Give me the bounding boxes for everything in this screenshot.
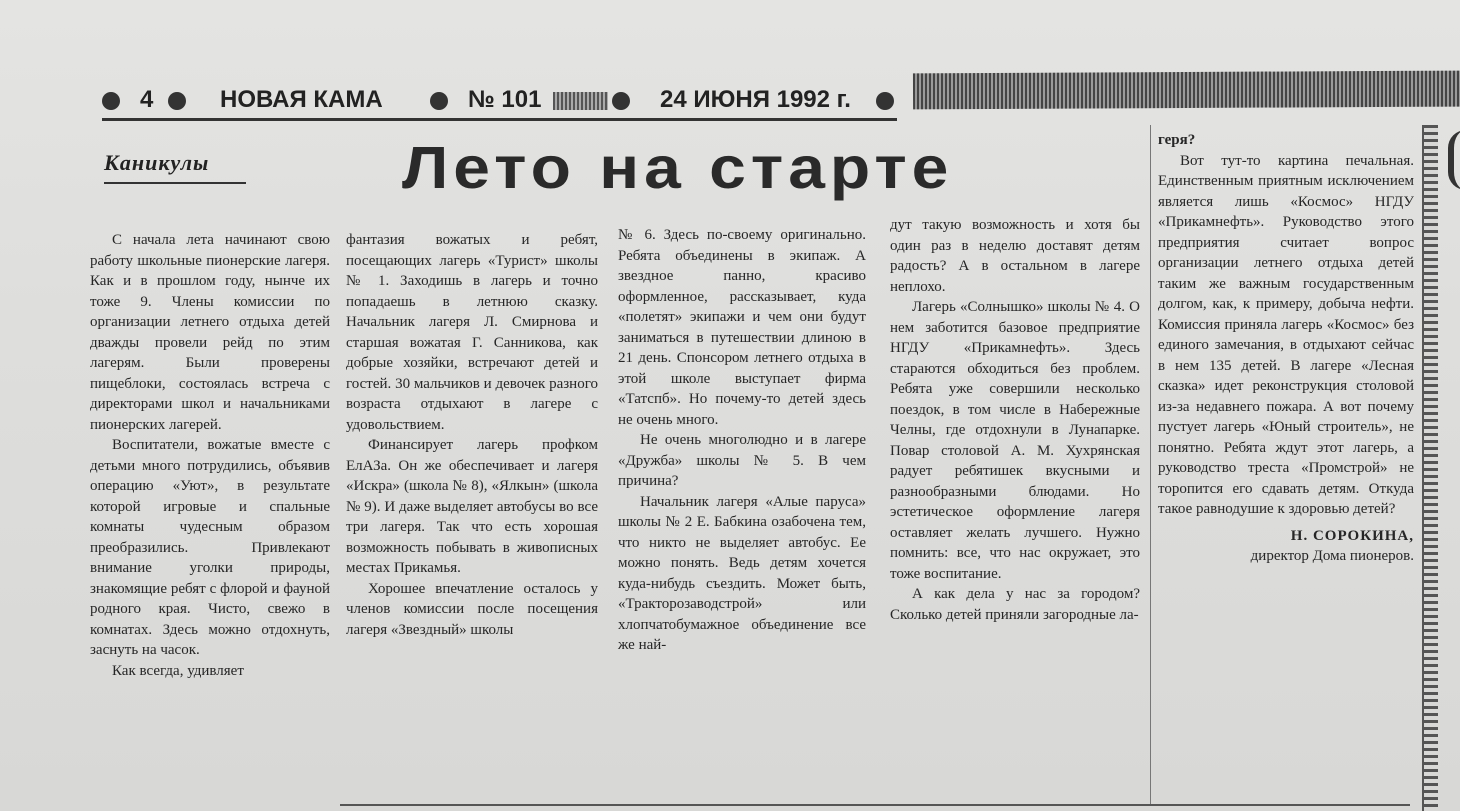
- paragraph: Как всегда, удивляет: [112, 662, 244, 679]
- paragraph: Вот тут-то картина печальная. Единственным приятным исключением является лишь «Космос» НГДУ «Прикамнефть». Руководство этого предприятия считает вопрос организации летнего отдыха детей таким же важным государственным долгом, как, к примеру, добыча нефти. Комиссия приняла лагерь «Космос» без единого замечания, в отдыхают сейчас в нем 135 детей. В лагере «Лесная сказка» идет реконструкция столовой из-за недавнего пожара. А вот почему пустует лагерь «Юный строитель», не понятно. Ребята ждут этот лагерь, а руководство треста «Промстрой» не торопится его сдавать детям. Откуда такое равнодушие к здоровью детей?: [1158, 152, 1414, 517]
- rubric-underline: [104, 182, 246, 184]
- paragraph: Воспитатели, вожатые вместе с детьми много потрудились, объявив операцию «Уют», в результате которой игровые и спальные комнаты чудесным образом преобразились. Привлекают внимание уголки природы, знакомящие ребят с флорой и фауной родного края. Чисто, свежо в комнатах. Здесь можно отдохнуть, заснуть на часок.: [90, 437, 330, 658]
- decorative-border: [1422, 125, 1438, 811]
- author-name: Н. СОРОКИНА,: [1290, 527, 1414, 544]
- article-column-4: [890, 215, 1140, 625]
- paragraph: Начальник лагеря «Алые паруса» школы № 2 Е. Бабкина озабочена тем, что никто не выделяет автобус. Ее можно понять. Ведь детям хочется куда-нибудь съездить. Может быть, «Тракторозаводстрой» или хлопчатобумажное объединение все же най-: [618, 493, 866, 653]
- newspaper-name: НОВАЯ КАМА: [220, 86, 383, 113]
- issue-number: № 101: [468, 86, 542, 113]
- bullet-icon: [168, 92, 186, 110]
- column-divider: [1150, 125, 1151, 805]
- paragraph: Хорошее впечатление осталось у членов комиссии после посещения лагеря «Звездный» школы: [346, 580, 598, 638]
- article-column-1: [90, 230, 330, 681]
- paragraph: С начала лета начинают свою работу школьные пионерские лагеря. Как и в прошлом году, нынче их тоже 9. Члены комиссии по организации летнего отдыха детей дважды провели рейд по этим лагерям. Были проверены пищеблоки, состоялась встреча с директорами школ и начальниками пионерских лагерей.: [90, 232, 330, 433]
- bullet-icon: [430, 92, 448, 110]
- masthead: [100, 86, 895, 120]
- paragraph: геря?: [1158, 132, 1196, 148]
- paragraph: № 6. Здесь по-своему оригинально. Ребята объединены в экипаж. А звездное панно, красиво оформленное, рассказывает, куда «полетят» экипажи и чем они будут заниматься в путешествии длиною в 21 день. Спонсором летнего отдыха в этой школе выступает фирма «Татспб». Но почему-то детей здесь не очень много.: [618, 227, 866, 428]
- headline: Лето на старте: [402, 133, 954, 201]
- rubric: Каникулы: [104, 150, 210, 175]
- paragraph: А как дела у нас за городом? Сколько детей приняли загородные ла-: [890, 586, 1140, 623]
- paragraph: Не очень многолюдно и в лагере «Дружба» школы № 5. В чем причина?: [618, 432, 866, 489]
- issue-date: 24 ИЮНЯ 1992 г.: [660, 86, 851, 113]
- paragraph: фантазия вожатых и ребят, посещающих лагерь «Турист» школы № 1. Заходишь в лагерь и точно попадаешь в летнюю сказку. Начальник лагеря Л. Смирнова и старшая вожатая Г. Санникова, как добрые хозяйки, встречают детей и гостей. 30 мальчиков и девочек разного возраста отдыхают в лагере с удовольствием.: [346, 232, 598, 433]
- print-smear: [553, 92, 608, 110]
- author-role: директор Дома пионеров.: [1250, 548, 1414, 564]
- paragraph: Финансирует лагерь профком ЕлАЗа. Он же обеспечивает и лагеря «Искра» (школа № 8), «Ялкын» (школа № 9). И даже выделяет автобусы во все три лагеря. Так что есть хорошая возможность побывать в живописных местах Прикамья.: [346, 437, 598, 576]
- article-column-2: [346, 230, 598, 640]
- paragraph: Лагерь «Солнышко» школы № 4. О нем заботится базовое предприятие НГДУ «Прикамнефть». Здесь стараются обходиться без проблем. Ребята уже совершили несколько поездок, в том числе в Набережные Челны, где отдохнули в Лунапарке. Повар столовой А. М. Хухрянская радует ребятишек вкусными и разнообразными блюдами. Но эстетическое оформление лагеря оставляет желать лучшего. Нужно помнить: все, что нас окружает, это тоже воспитание.: [890, 299, 1140, 582]
- paragraph: дут такую возможность и хотя бы один раз в неделю доставят детям радость? А в остальном в лагере неплохо.: [890, 217, 1140, 295]
- page-number: 4: [140, 86, 154, 113]
- article-column-5: [1158, 130, 1414, 567]
- bullet-icon: [876, 92, 894, 110]
- bullet-icon: [612, 92, 630, 110]
- masthead-hatch-band: [913, 71, 1460, 110]
- bullet-icon: [102, 92, 120, 110]
- article-column-3: [618, 225, 866, 656]
- bottom-rule: [340, 804, 1410, 806]
- adjacent-page-edge: [1448, 130, 1460, 190]
- masthead-rule: [102, 118, 897, 121]
